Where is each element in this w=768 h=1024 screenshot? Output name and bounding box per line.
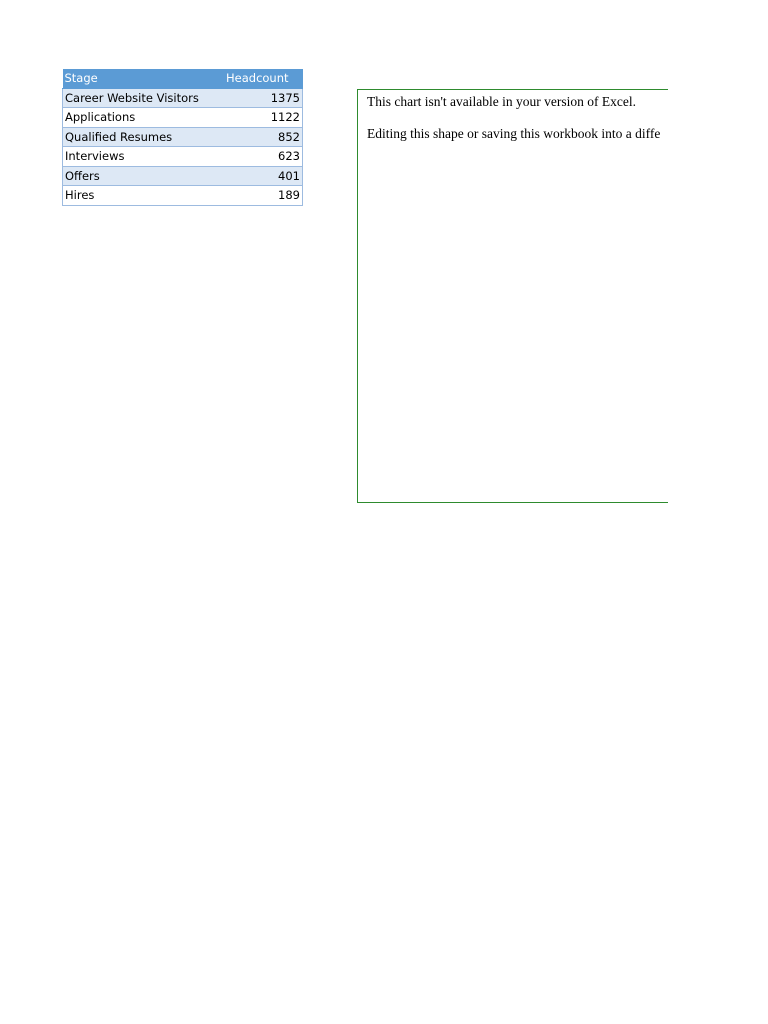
table-row [63,147,303,167]
cell-headcount[interactable]: 401 [222,166,303,186]
cell-stage[interactable]: Applications [63,108,223,128]
cell-stage[interactable]: Career Website Visitors [63,88,223,108]
cell-stage[interactable]: Hires [63,186,223,206]
cell-stage[interactable]: Qualified Resumes [63,127,223,147]
funnel-data-table [62,69,303,206]
table-row [63,88,303,108]
table-row [63,186,303,206]
table-row [63,127,303,147]
table-row [63,108,303,128]
chart-placeholder-shape[interactable] [357,89,668,503]
table-row [63,166,303,186]
cell-headcount[interactable]: 1122 [222,108,303,128]
header-headcount[interactable]: Headcount [222,69,303,88]
cell-stage[interactable]: Interviews [63,147,223,167]
cell-headcount[interactable]: 623 [222,147,303,167]
cell-headcount[interactable]: 1375 [222,88,303,108]
table-header-row [63,69,303,88]
cell-headcount[interactable]: 852 [222,127,303,147]
cell-stage[interactable]: Offers [63,166,223,186]
chart-unavailable-message: This chart isn't available in your version of Excel. [367,94,636,109]
cell-headcount[interactable]: 189 [222,186,303,206]
header-stage[interactable]: Stage [63,69,223,88]
chart-editing-warning: Editing this shape or saving this workbook into a diffe [367,126,661,141]
